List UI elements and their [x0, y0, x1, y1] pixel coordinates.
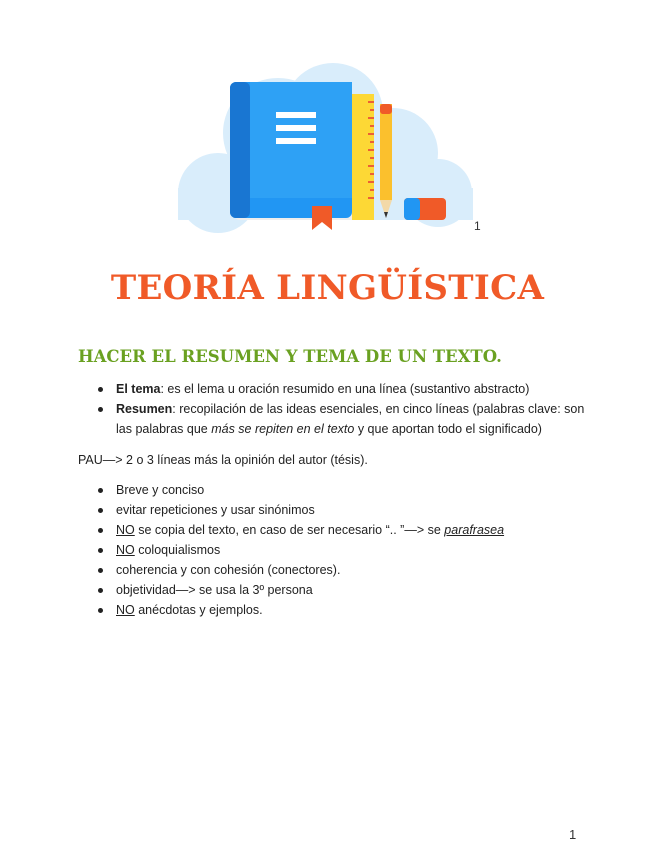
pau-paragraph: PAU—> 2 o 3 líneas más la opinión del autor (tésis). — [78, 453, 368, 467]
list-item — [96, 580, 596, 600]
section-heading: HACER EL RESUMEN Y TEMA DE UN TEXTO. — [78, 347, 502, 366]
list-item — [96, 379, 596, 399]
tip-text: objetividad—> se usa la 3º persona — [116, 583, 313, 597]
list-item — [96, 520, 596, 540]
page-title: TEORÍA LINGÜÍSTICA — [110, 268, 545, 308]
definition-italic: más se repiten en el texto — [211, 422, 355, 436]
tip-parafrasea: parafrasea — [444, 523, 505, 537]
tip-text: anécdotas y ejemplos. — [134, 603, 263, 617]
tips-list — [96, 480, 596, 620]
list-item — [96, 540, 596, 560]
tip-text: coherencia y con cohesión (conectores). — [116, 563, 341, 577]
definition-text: y que aportan todo el significado) — [354, 422, 542, 436]
tip-text: evitar repeticiones y usar sinónimos — [116, 503, 315, 517]
definitions-list — [96, 379, 596, 439]
tip-text: Breve y conciso — [116, 483, 205, 497]
list-item — [96, 480, 596, 500]
list-item — [96, 500, 596, 520]
footer-page-number: 1 — [569, 827, 577, 842]
header-illustration — [168, 58, 478, 238]
list-item — [96, 399, 596, 439]
definition-text: : recopilación de las ideas esenciales, en cinco líneas (palabras clave: son las palabras que — [116, 402, 585, 436]
header-page-number: 1 — [474, 219, 481, 233]
tip-no: NO — [116, 603, 135, 617]
tip-no: NO — [116, 543, 135, 557]
tip-text: coloquialismos — [134, 543, 221, 557]
term-tema: El tema — [116, 382, 161, 396]
list-item — [96, 600, 596, 620]
tip-text: se copia del texto, en caso de ser necesario “.. ”—> se — [134, 523, 445, 537]
definition-text: : es el lema u oración resumido en una línea (sustantivo abstracto) — [160, 382, 530, 396]
book-ruler-pencil-icon — [168, 58, 478, 238]
tip-no: NO — [116, 523, 135, 537]
term-resumen: Resumen — [116, 402, 173, 416]
list-item — [96, 560, 596, 580]
